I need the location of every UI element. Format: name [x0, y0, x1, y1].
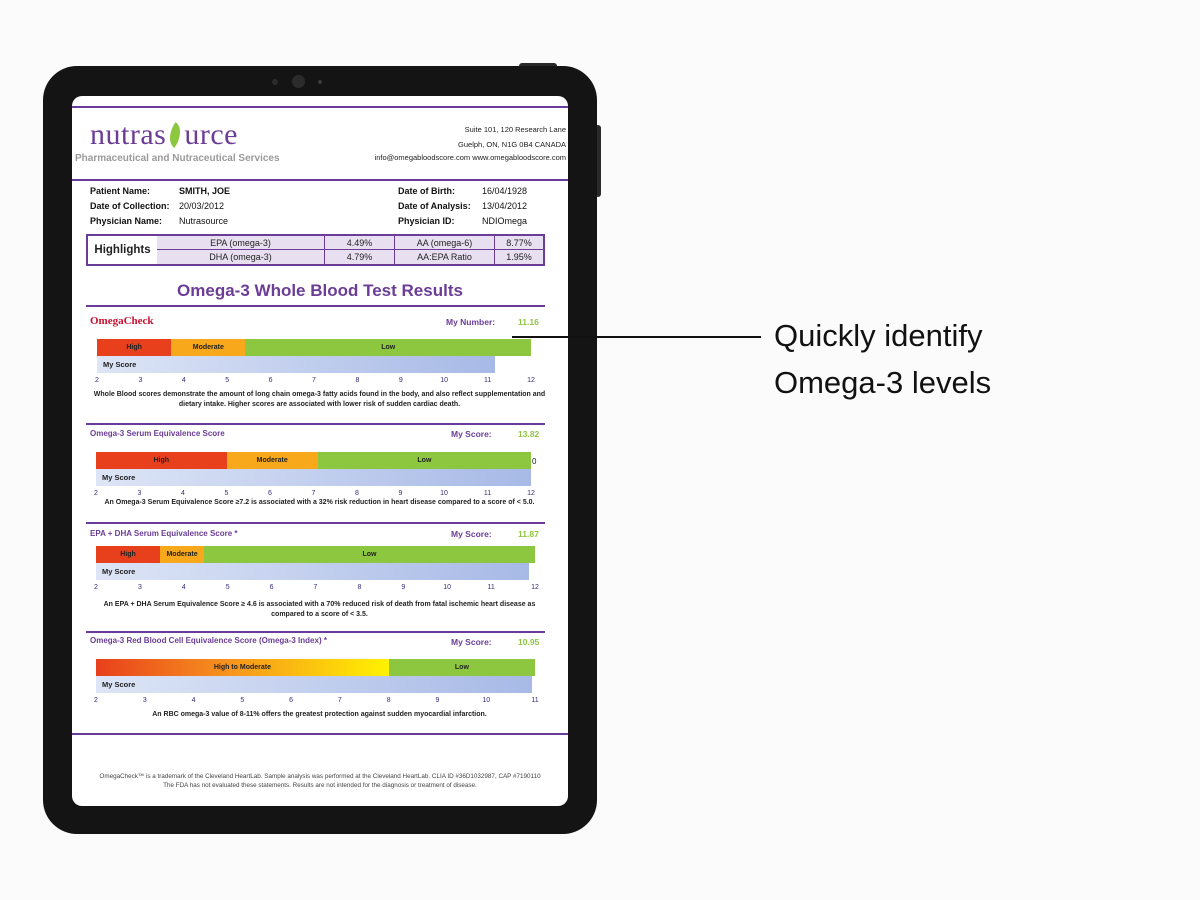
my-score-value: 13.82: [518, 429, 540, 439]
scale-tick-label: 10: [482, 697, 491, 704]
my-score-bar: My Score: [97, 356, 495, 373]
header-divider: [72, 179, 568, 181]
nutrasource-logo: [90, 118, 238, 152]
collection-label: Date of Collection:: [90, 201, 170, 211]
analysis-label: Date of Analysis:: [398, 201, 471, 211]
tablet-sensor: [318, 80, 322, 84]
epa-label: EPA (omega-3): [157, 236, 325, 250]
scale-tick-label: 2: [94, 584, 98, 591]
my-number-label: My Number:: [446, 317, 496, 327]
scale-tick-label: 8: [355, 377, 360, 384]
scale-tick-label: 3: [138, 377, 143, 384]
scale-tick-label: 6: [268, 377, 273, 384]
scale-tick-label: 9: [435, 697, 440, 704]
scale-segment: Low: [389, 659, 535, 676]
physician-name: Nutrasource: [179, 216, 229, 226]
section-divider: [86, 631, 545, 633]
my-number-value: 11.16: [518, 317, 539, 327]
section-title: EPA + DHA Serum Equivalence Score *: [90, 529, 238, 538]
callout-text: [774, 312, 991, 406]
report-screen: [72, 96, 568, 806]
dha-value: 4.79%: [325, 250, 395, 264]
scale-tick-label: 11: [483, 377, 492, 384]
scale-tick-label: 2: [94, 490, 98, 497]
highlights-label: Highlights: [88, 236, 159, 264]
tagline: Pharmaceutical and Nutraceutical Services: [75, 153, 280, 164]
top-divider: [72, 106, 568, 108]
section-divider: [86, 522, 545, 524]
footer-line2: The FDA has not evaluated these statements. Results are not intended for the diagnosis or treatment of disease.: [163, 782, 477, 789]
address-line2: Guelph, ON, N1G 0B4 CANADA: [458, 140, 566, 149]
scale-tick-label: 12: [527, 377, 535, 384]
scale-tick-label: 9: [398, 377, 403, 384]
my-score-bar: My Score: [96, 676, 532, 693]
section-title: Omega-3 Red Blood Cell Equivalence Score (Omega-3 Index) *: [90, 636, 327, 645]
scale-segment: High to Moderate: [96, 659, 389, 676]
dob-value: 16/04/1928: [482, 186, 528, 196]
scale-segment: Moderate: [227, 452, 318, 469]
scale-segment: Low: [204, 546, 535, 563]
report-title: Omega-3 Whole Blood Test Results: [177, 281, 463, 300]
scale-tick-label: 7: [311, 490, 316, 497]
callout-pointer-line: [512, 336, 761, 338]
scale-tick-label: 2: [95, 377, 99, 384]
tablet-sensor: [272, 79, 278, 85]
scale-segment: High: [96, 452, 227, 469]
scale-tick-label: 12: [527, 490, 535, 497]
aa-label: AA (omega-6): [395, 236, 495, 250]
scale-tick-label: 4: [181, 377, 186, 384]
section-note: An EPA + DHA Serum Equivalence Score ≥ 4.6 is associated with a 70% reduced risk of death from fatal ischemic heart disease as compared to a score of < 3.5.: [103, 601, 536, 618]
callout-line1: Quickly identify: [774, 318, 983, 353]
analysis-date: 13/04/2012: [482, 201, 528, 211]
scale-tick-label: 5: [225, 377, 230, 384]
scale-tick-label: 10: [443, 584, 452, 591]
scale-segment: Low: [318, 452, 531, 469]
scale-tick-label: 11: [487, 584, 495, 591]
footer-divider: [72, 733, 568, 735]
section-divider: [86, 423, 545, 425]
scale-tick-label: 8: [355, 490, 359, 497]
epa-value: 4.49%: [325, 236, 395, 250]
my-score-value: 10.95: [518, 637, 540, 647]
physician-label: Physician Name:: [90, 216, 163, 226]
dob-label: Date of Birth:: [398, 186, 455, 196]
scale-tick-label: 12: [531, 584, 539, 591]
address-line1: Suite 101, 120 Research Lane: [464, 125, 566, 134]
scale-tick-label: 8: [357, 584, 362, 591]
scale-segment: High: [96, 546, 160, 563]
scale-tick-label: 2: [94, 697, 98, 704]
scale-tick-label: 10: [440, 490, 448, 497]
footer-line1: OmegaCheck™ is a trademark of the Cleveland HeartLab. Sample analysis was performed at the Cleveland HeartLab. CLIA ID #36D1032987, CAP #7190110: [99, 773, 541, 780]
scale-tick-label: 7: [337, 697, 342, 704]
scale-segment: Moderate: [171, 339, 245, 356]
contact-line: info@omegabloodscore.com www.omegabloodscore.com: [374, 153, 566, 162]
logo-text-right: urce: [184, 118, 238, 151]
scale-tick-label: 11: [531, 697, 539, 704]
scale-tick-label: 9: [398, 490, 403, 497]
scale-tick-label: 3: [137, 584, 142, 591]
scale-segment: Low: [245, 339, 531, 356]
scale-tick-label: 7: [312, 377, 316, 384]
scale-tick-label: 5: [240, 697, 245, 704]
tablet-camera-icon: [292, 75, 305, 88]
my-score-value: 11.87: [518, 529, 539, 539]
physician-id-label: Physician ID:: [398, 216, 455, 226]
scale-tick-label: 9: [401, 584, 406, 591]
aa-value: 8.77%: [495, 236, 543, 250]
scale-tick-label: 11: [483, 490, 492, 497]
scale-tick-label: 3: [137, 490, 142, 497]
collection-date: 20/03/2012: [179, 201, 225, 211]
my-score-label: My Score:: [451, 637, 492, 647]
section-note: Whole Blood scores demonstrate the amount of long chain omega-3 fatty acids found in the body, and also reflect supplementation and dietary intake. Higher scores are associated with lower risk of sudden cardiac death.: [93, 391, 546, 408]
title-divider: [86, 305, 545, 307]
section-note: An RBC omega-3 value of 8-11% offers the greatest protection against sudden myocardial infarction.: [152, 711, 487, 718]
scale-tick-label: 8: [386, 697, 391, 704]
omegacheck-logo: OmegaCheck: [90, 315, 154, 327]
dha-label: DHA (omega-3): [157, 250, 325, 264]
scale-extra-label: 0: [532, 457, 537, 466]
scale-segment: Moderate: [160, 546, 204, 563]
highlights-table: [86, 234, 545, 266]
section-title: Omega-3 Serum Equivalence Score: [90, 429, 225, 438]
scale-tick-label: 10: [440, 377, 449, 384]
scale-tick-label: 5: [225, 584, 230, 591]
my-score-bar: My Score: [96, 469, 531, 486]
scale-tick-label: 6: [268, 490, 272, 497]
patient-name-label: Patient Name:: [90, 186, 151, 196]
physician-id: NDIOmega: [482, 216, 528, 226]
section-note: An Omega-3 Serum Equivalence Score ≥7.2 is associated with a 32% risk reduction in heart disease compared to a score of < 5.0.: [104, 499, 535, 506]
callout-line2: Omega-3 levels: [774, 365, 992, 400]
scale-tick-label: 4: [181, 584, 186, 591]
ratio-label: AA:EPA Ratio: [395, 250, 495, 264]
scale-tick-label: 6: [289, 697, 294, 704]
my-score-bar: My Score: [96, 563, 529, 580]
scale-tick-label: 6: [269, 584, 274, 591]
scale-tick-label: 4: [191, 697, 196, 704]
logo-text-left: nutras: [90, 118, 167, 151]
patient-name: SMITH, JOE: [179, 186, 231, 196]
scale-tick-label: 3: [142, 697, 147, 704]
scale-tick-label: 7: [313, 584, 318, 591]
scale-tick-label: 5: [224, 490, 229, 497]
scale-segment: High: [97, 339, 171, 356]
ratio-value: 1.95%: [495, 250, 543, 264]
scale-tick-label: 4: [181, 490, 185, 497]
my-score-label: My Score:: [451, 429, 492, 439]
my-score-label: My Score:: [451, 529, 492, 539]
